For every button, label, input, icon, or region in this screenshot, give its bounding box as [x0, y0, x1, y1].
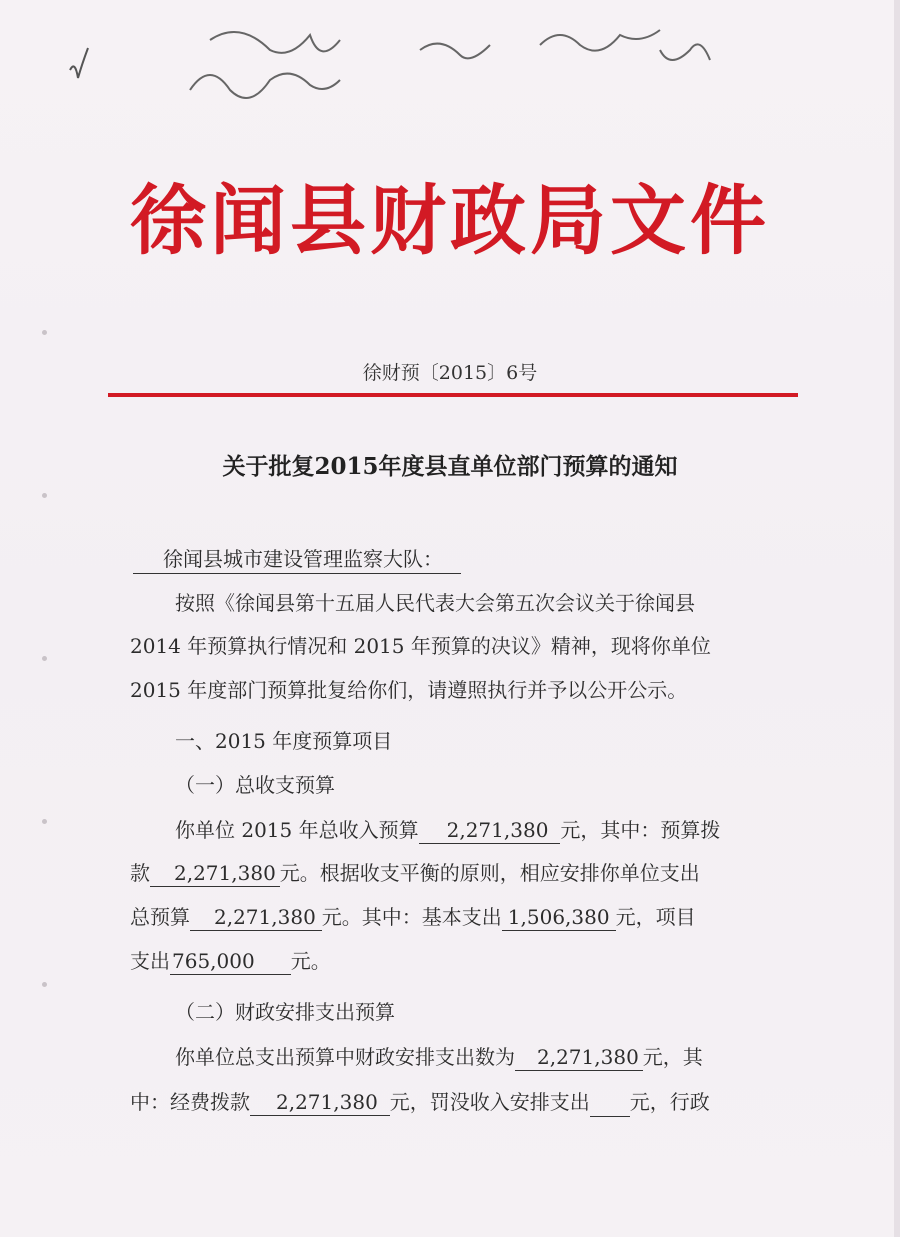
text: 中：经费拨款 [130, 1090, 250, 1114]
text: 你单位总支出预算中财政安排支出数为 [175, 1045, 515, 1069]
paragraph-2-line-2 [130, 858, 830, 888]
budget-allocation-value: 2,271,380 [150, 860, 280, 887]
funding-value: 2,271,380 [250, 1089, 390, 1116]
fiscal-expense-value: 2,271,380 [515, 1044, 643, 1071]
text: 元。 [290, 949, 331, 973]
notice-title: 关于批复2015年度县直单位部门预算的通知 [222, 453, 678, 480]
total-expense-value: 2,271,380 [190, 904, 322, 931]
paragraph-2-line-1 [175, 815, 875, 845]
penalty-expense-value [590, 1090, 630, 1117]
total-income-value: 2,271,380 [419, 817, 561, 844]
document-header-title: 徐闻县财政局文件 [130, 176, 770, 265]
section-heading-1: 一、2015 年度预算项目 [175, 729, 393, 753]
paragraph-2-line-4 [130, 946, 830, 976]
paragraph-3-line-1 [175, 1042, 875, 1072]
subsection-heading-2: （二）财政安排支出预算 [175, 1000, 395, 1024]
text: 总预算 [130, 905, 190, 929]
text: 元。其中：基本支出 [321, 905, 502, 929]
paragraph-1-line-2: 2014 年预算执行情况和 2015 年预算的决议》精神，现将你单位 [130, 634, 711, 658]
text: 元，行政 [629, 1090, 710, 1114]
text: 元，其 [642, 1045, 703, 1069]
subsection-heading-1: （一）总收支预算 [175, 773, 335, 797]
paragraph-2-line-3 [130, 902, 830, 932]
paragraph-1-line-3: 2015 年度部门预算批复给你们，请遵照执行并予以公开公示。 [130, 678, 688, 702]
text: 支出 [130, 949, 170, 973]
document-number: 徐财预〔2015〕6号 [362, 362, 538, 384]
recipient-line [133, 545, 461, 574]
paragraph-1-line-1: 按照《徐闻县第十五届人民代表大会第五次会议关于徐闻县 [175, 591, 695, 615]
project-expense-value: 765,000 [170, 948, 291, 975]
recipient-colon: ： [423, 547, 443, 571]
text: 元，罚没收入安排支出 [389, 1090, 590, 1114]
text: 你单位 2015 年总收入预算 [175, 818, 419, 842]
paragraph-3-line-2 [130, 1087, 830, 1117]
handwritten-annotation [60, 10, 720, 120]
basic-expense-value: 1,506,380 [502, 904, 616, 931]
text: 元，项目 [615, 905, 696, 929]
text: 元。根据收支平衡的原则，相应安排你单位支出 [279, 861, 700, 885]
red-divider-line [108, 393, 798, 397]
text: 元，其中：预算拨 [560, 818, 721, 842]
text: 款 [130, 861, 150, 885]
recipient-name: 徐闻县城市建设管理监察大队 [163, 547, 423, 571]
page-edge [894, 0, 900, 1237]
